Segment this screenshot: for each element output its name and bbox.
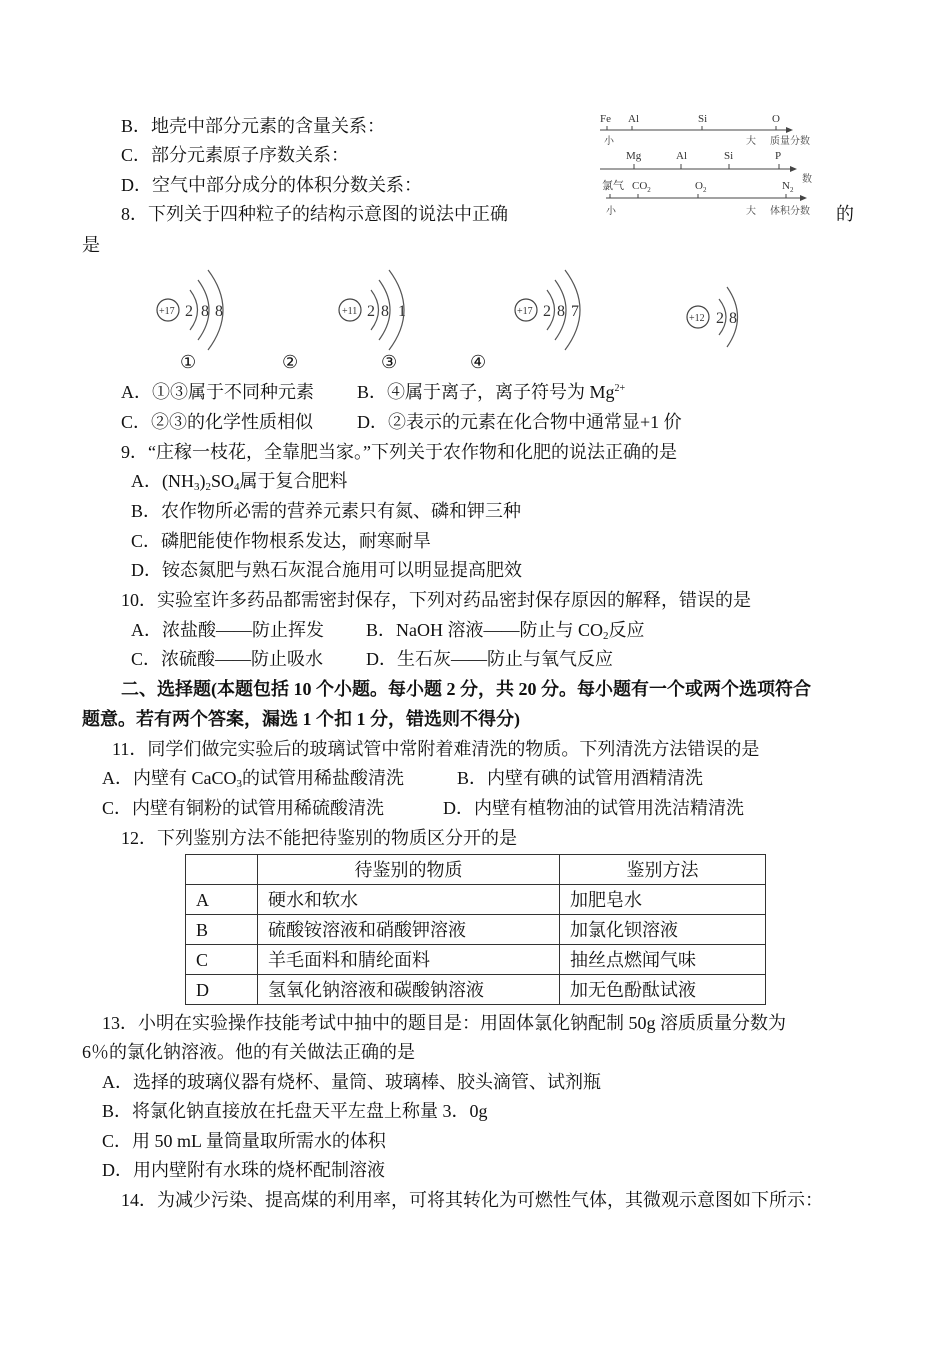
particle-marker-3: ③ [381,352,398,372]
q11-option-d: D．内壁有植物油的试管用洗洁精清洗 [443,798,744,818]
atom-structure-svg [150,265,250,355]
particle-diagram-2 [335,265,435,360]
option-label: C． [121,145,152,165]
axis2-caption: 数 [802,174,812,185]
q10-option-a: A．浓盐酸——防止挥发 [131,620,324,640]
nucleus-charge: +17 [517,306,533,317]
axis3-low-label: 小 [606,206,616,217]
axis3-tick-label-1: $CO_2$ [632,180,651,194]
option-label: D． [121,175,152,195]
table-cell-method: 加肥皂水 [560,885,766,915]
formula-subscript: 2 [603,630,609,642]
shell-electron-count: 2 [716,310,724,327]
axis1-tick-label-0: Fe [600,113,611,125]
q8-option-a: A．①③属于不同种元素 [121,382,314,402]
q9-option-a [131,470,348,492]
table-cell-option: D [186,975,258,1005]
q10-option-d: D．生石灰——防止与氧气反应 [366,649,613,669]
q13-stem-continued: 6％的氯化钠溶液。他的有关做法正确的是 [82,1042,415,1062]
q8-option-d: D．②表示的元素在化合物中通常显+1 价 [357,412,682,432]
axis3-tick-label-3: $N_2$ [782,180,794,194]
shell-electron-count: 8 [557,303,565,320]
q10-stem: 10．实验室许多药品都需密封保存，下列对药品密封保存原因的解释，错误的是 [121,590,751,610]
table-header-cell [186,855,258,885]
axis3-tick-label-0: 氯气 [602,180,624,192]
q9-option-c: C．磷肥能使作物根系发达，耐寒耐旱 [131,531,432,551]
axis2-tick-label-1: Al [676,150,687,162]
shell-electron-count: 8 [729,310,737,327]
particle-marker-2: ② [282,352,299,372]
axis3-high-label: 大 [746,206,756,217]
axis3-arrow-icon [800,195,807,201]
atom-structure-svg [335,265,435,355]
formula-subscript: 3 [194,481,200,493]
particle-diagram-3 [510,265,610,360]
table-cell-substances: 羊毛面料和腈纶面料 [258,945,560,975]
shell-electron-count: 2 [185,303,193,320]
shell-electron-count: 8 [381,303,389,320]
section-2-heading: 二、选择题(本题包括 10 个小题。每小题 2 分，共 20 分。每小题有一个或两个选项符合 [121,679,811,699]
formula-subscript: 2 [205,481,211,493]
q13-option-d: D．用内壁附有水珠的烧杯配制溶液 [102,1160,385,1180]
option-text: 属于复合肥料 [239,471,348,491]
table-cell-method: 加无色酚酞试液 [560,975,766,1005]
q11-option-c: C．内壁有铜粉的试管用稀硫酸清洗 [102,798,385,818]
axis1-low-label: 小 [604,136,614,147]
particle-diagram-1 [150,265,250,360]
shell-electron-count: 2 [367,303,375,320]
table-cell-substances: 氢氧化钠溶液和碳酸钠溶液 [258,975,560,1005]
table-cell-option: B [186,915,258,945]
option-text: A．内壁有 CaCO [102,768,237,788]
nucleus-charge: +17 [159,306,175,317]
nucleus-charge: +12 [689,313,705,324]
shell-electron-count: 1 [398,303,406,320]
axis1-caption: 质量分数 [770,136,810,147]
option-text: B．④属于离子，离子符号为 Mg [357,382,615,402]
table-row [186,885,766,915]
ion-charge-superscript: 2+ [614,383,626,394]
table-cell-method: 加氯化钡溶液 [560,915,766,945]
q9-option-d: D．铵态氮肥与熟石灰混合施用可以明显提高肥效 [131,560,522,580]
q8-stem-tail: 的 [836,204,854,224]
axis1-tick-label-3: O [772,113,780,125]
formula-part: ) [199,471,206,491]
formula-part: SO [211,471,235,491]
q12-identification-table [185,854,766,1005]
axis-mass-fraction [600,113,810,147]
q9-stem: 9．“庄稼一枝花，全靠肥当家。”下列关于农作物和化肥的说法正确的是 [121,442,677,462]
axis1-high-label: 大 [746,136,756,147]
table-header-row [186,855,766,885]
option-text: 地壳中部分元素的含量关系： [151,116,386,136]
option-text: 部分元素原子序数关系： [151,145,350,165]
shell-electron-count: 2 [543,303,551,320]
axis3-tick-label-2: $O_2$ [695,180,707,194]
particle-diagram-4 [686,275,756,355]
q8-stem: 8．下列关于四种粒子的结构示意图的说法中正确 [121,204,508,224]
table-cell-option: A [186,885,258,915]
table-row [186,975,766,1005]
axis2-tick-label-0: Mg [626,150,642,162]
axis1-tick-label-1: Al [628,113,639,125]
option-text: 空气中部分成分的体积分数关系： [152,175,422,195]
axis-volume-fraction [602,178,810,217]
option-text: 的试管用稀盐酸清洗 [242,768,404,788]
table-header-cell: 待鉴别的物质 [258,855,560,885]
shell-electron-count: 7 [571,303,579,320]
particle-marker-4: ④ [470,352,487,372]
q10-option-c: C．浓硫酸——防止吸水 [131,649,324,669]
formula-part: A．(NH [131,471,194,491]
axis3-caption: 体积分数 [770,206,810,217]
section-2-heading-continued: 题意。若有两个答案，漏选 1 个扣 1 分，错选则不得分) [82,709,520,729]
table-header-cell: 鉴别方法 [560,855,766,885]
axis2-tick-label-2: Si [724,150,734,162]
q7-option-d [121,174,422,196]
table-cell-option: C [186,945,258,975]
shell-electron-count: 8 [201,303,209,320]
axis-diagram-svg [598,110,838,220]
formula-subscript: 3 [236,778,242,790]
table-cell-substances: 硫酸铵溶液和硝酸钾溶液 [258,915,560,945]
q11-option-a [102,767,404,789]
element-comparison-axis-diagram [598,110,838,220]
option-text: B．NaOH 溶液——防止与 CO [366,620,603,640]
shell-electron-count: 8 [215,303,223,320]
q7-option-c [121,144,349,166]
q13-option-a: A．选择的玻璃仪器有烧杯、量筒、玻璃棒、胶头滴管、试剂瓶 [102,1072,601,1092]
table-cell-substances: 硬水和软水 [258,885,560,915]
q13-stem: 13．小明在实验操作技能考试中抽中的题目是：用固体氯化钠配制 50g 溶质质量分数为 [102,1013,786,1033]
option-text: 反应 [608,620,645,640]
option-label: B． [121,116,152,136]
axis2-tick-label-3: P [775,150,782,162]
q13-option-b: B．将氯化钠直接放在托盘天平左盘上称量 3．0g [102,1101,488,1121]
q9-option-b: B．农作物所必需的营养元素只有氮、磷和钾三种 [131,501,522,521]
atom-structure-svg [510,265,610,355]
atom-structure-svg [686,275,756,350]
table-cell-method: 抽丝点燃闻气味 [560,945,766,975]
q13-option-c: C．用 50 mL 量筒量取所需水的体积 [102,1131,386,1151]
axis2-arrow-icon [790,166,797,172]
nucleus-charge: +11 [342,306,358,317]
particle-marker-1: ① [180,352,197,372]
q11-option-b: B．内壁有碘的试管用酒精清洗 [457,768,704,788]
q8-option-b [357,381,625,403]
axis1-tick-label-2: Si [698,113,708,125]
table-row [186,915,766,945]
q10-option-b [366,619,645,641]
q11-stem: 11．同学们做完实验后的玻璃试管中常附着难清洗的物质。下列清洗方法错误的是 [112,739,760,759]
q14-stem: 14．为减少污染、提高煤的利用率，可将其转化为可燃性气体，其微观示意图如下所示： [121,1190,823,1210]
axis1-arrow-icon [786,127,793,133]
q7-option-b [121,115,385,137]
table-row [186,945,766,975]
q12-stem: 12．下列鉴别方法不能把待鉴别的物质区分开的是 [121,828,517,848]
q8-stem-continued: 是 [82,235,100,255]
formula-subscript: 4 [234,481,240,493]
q8-option-c: C．②③的化学性质相似 [121,412,314,432]
